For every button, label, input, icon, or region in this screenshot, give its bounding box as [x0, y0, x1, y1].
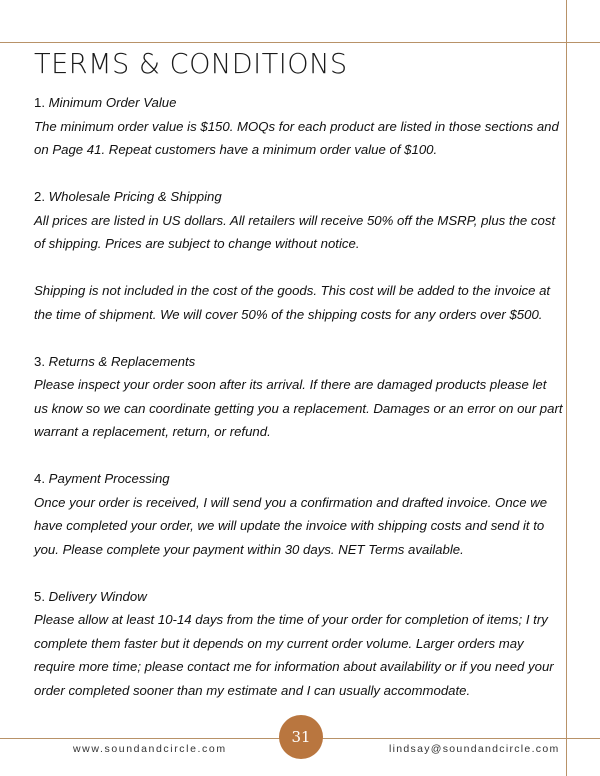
section-paragraph [34, 373, 564, 444]
paragraph-line: you. Please complete your payment within 30 days. NET Terms available. [34, 541, 464, 557]
paragraph-line: have completed your order, we will update the invoice with shipping costs and send it to [34, 518, 545, 533]
terms-section [34, 350, 564, 444]
section-heading [34, 350, 564, 374]
vertical-divider-line [566, 0, 567, 776]
top-divider-line [0, 42, 600, 43]
section-paragraph [34, 279, 564, 326]
paragraph-line: order completed sooner than my estimate and I can usually accommodate. [34, 682, 471, 698]
section-heading-text: Payment Processing [48, 471, 170, 486]
page-number-badge: 31 [279, 715, 323, 759]
paragraph-line: of shipping. Prices are subject to change without notice. [34, 236, 360, 251]
terms-content [34, 91, 564, 702]
paragraph-line: complete them faster but it depends on my current order volume. Larger orders may [34, 635, 524, 651]
section-paragraph [34, 209, 564, 256]
paragraph-line: Shipping is not included in the cost of the goods. This cost will be added to the invoice at [34, 283, 551, 298]
paragraph-line: Please allow at least 10-14 days from the time of your order for completion of items; I try [34, 612, 548, 627]
section-heading [34, 185, 564, 209]
section-paragraph [34, 608, 564, 702]
paragraph-line: warrant a replacement, return, or refund. [34, 424, 271, 439]
section-heading [34, 467, 564, 491]
section-number: 5. [34, 588, 45, 604]
paragraph-line: Please inspect your order soon after its arrival. If there are damaged products please let [34, 377, 547, 392]
paragraph-line: All prices are listed in US dollars. All retailers will receive 50% off the MSRP, plus the cost [34, 212, 556, 228]
footer-website-link[interactable]: www.soundandcircle.com [73, 743, 227, 755]
paragraph-line: require more time; please contact me for information about availability or if you need your [34, 659, 554, 674]
section-heading [34, 585, 564, 609]
section-number: 2. [34, 189, 45, 204]
paragraph-line: us know so we can coordinate getting you a replacement. Damages or an error on our part [34, 400, 563, 416]
section-number: 4. [34, 471, 45, 486]
page-title: TERMS & CONDITIONS [34, 47, 348, 80]
paragraph-line: the time of shipment. We will cover 50% of the shipping costs for any orders over $500. [34, 306, 543, 322]
section-heading-text: Delivery Window [48, 588, 147, 604]
section-paragraph [34, 115, 564, 162]
section-paragraph [34, 491, 564, 562]
section-number: 3. [34, 353, 45, 369]
terms-section [34, 467, 564, 561]
footer-email-link[interactable]: lindsay@soundandcircle.com [389, 743, 560, 755]
section-heading-text: Returns & Replacements [48, 353, 196, 369]
section-heading [34, 91, 564, 115]
section-heading-text: Wholesale Pricing & Shipping [48, 189, 222, 204]
paragraph-line: The minimum order value is $150. MOQs for each product are listed in those sections and [34, 118, 559, 134]
paragraph-line: Once your order is received, I will send you a confirmation and drafted invoice. Once we [34, 494, 548, 510]
terms-section [34, 585, 564, 703]
terms-section [34, 185, 564, 326]
section-heading-text: Minimum Order Value [48, 95, 177, 110]
section-number: 1. [34, 95, 45, 110]
paragraph-line: on Page 41. Repeat customers have a minimum order value of $100. [34, 142, 438, 157]
terms-section [34, 91, 564, 162]
